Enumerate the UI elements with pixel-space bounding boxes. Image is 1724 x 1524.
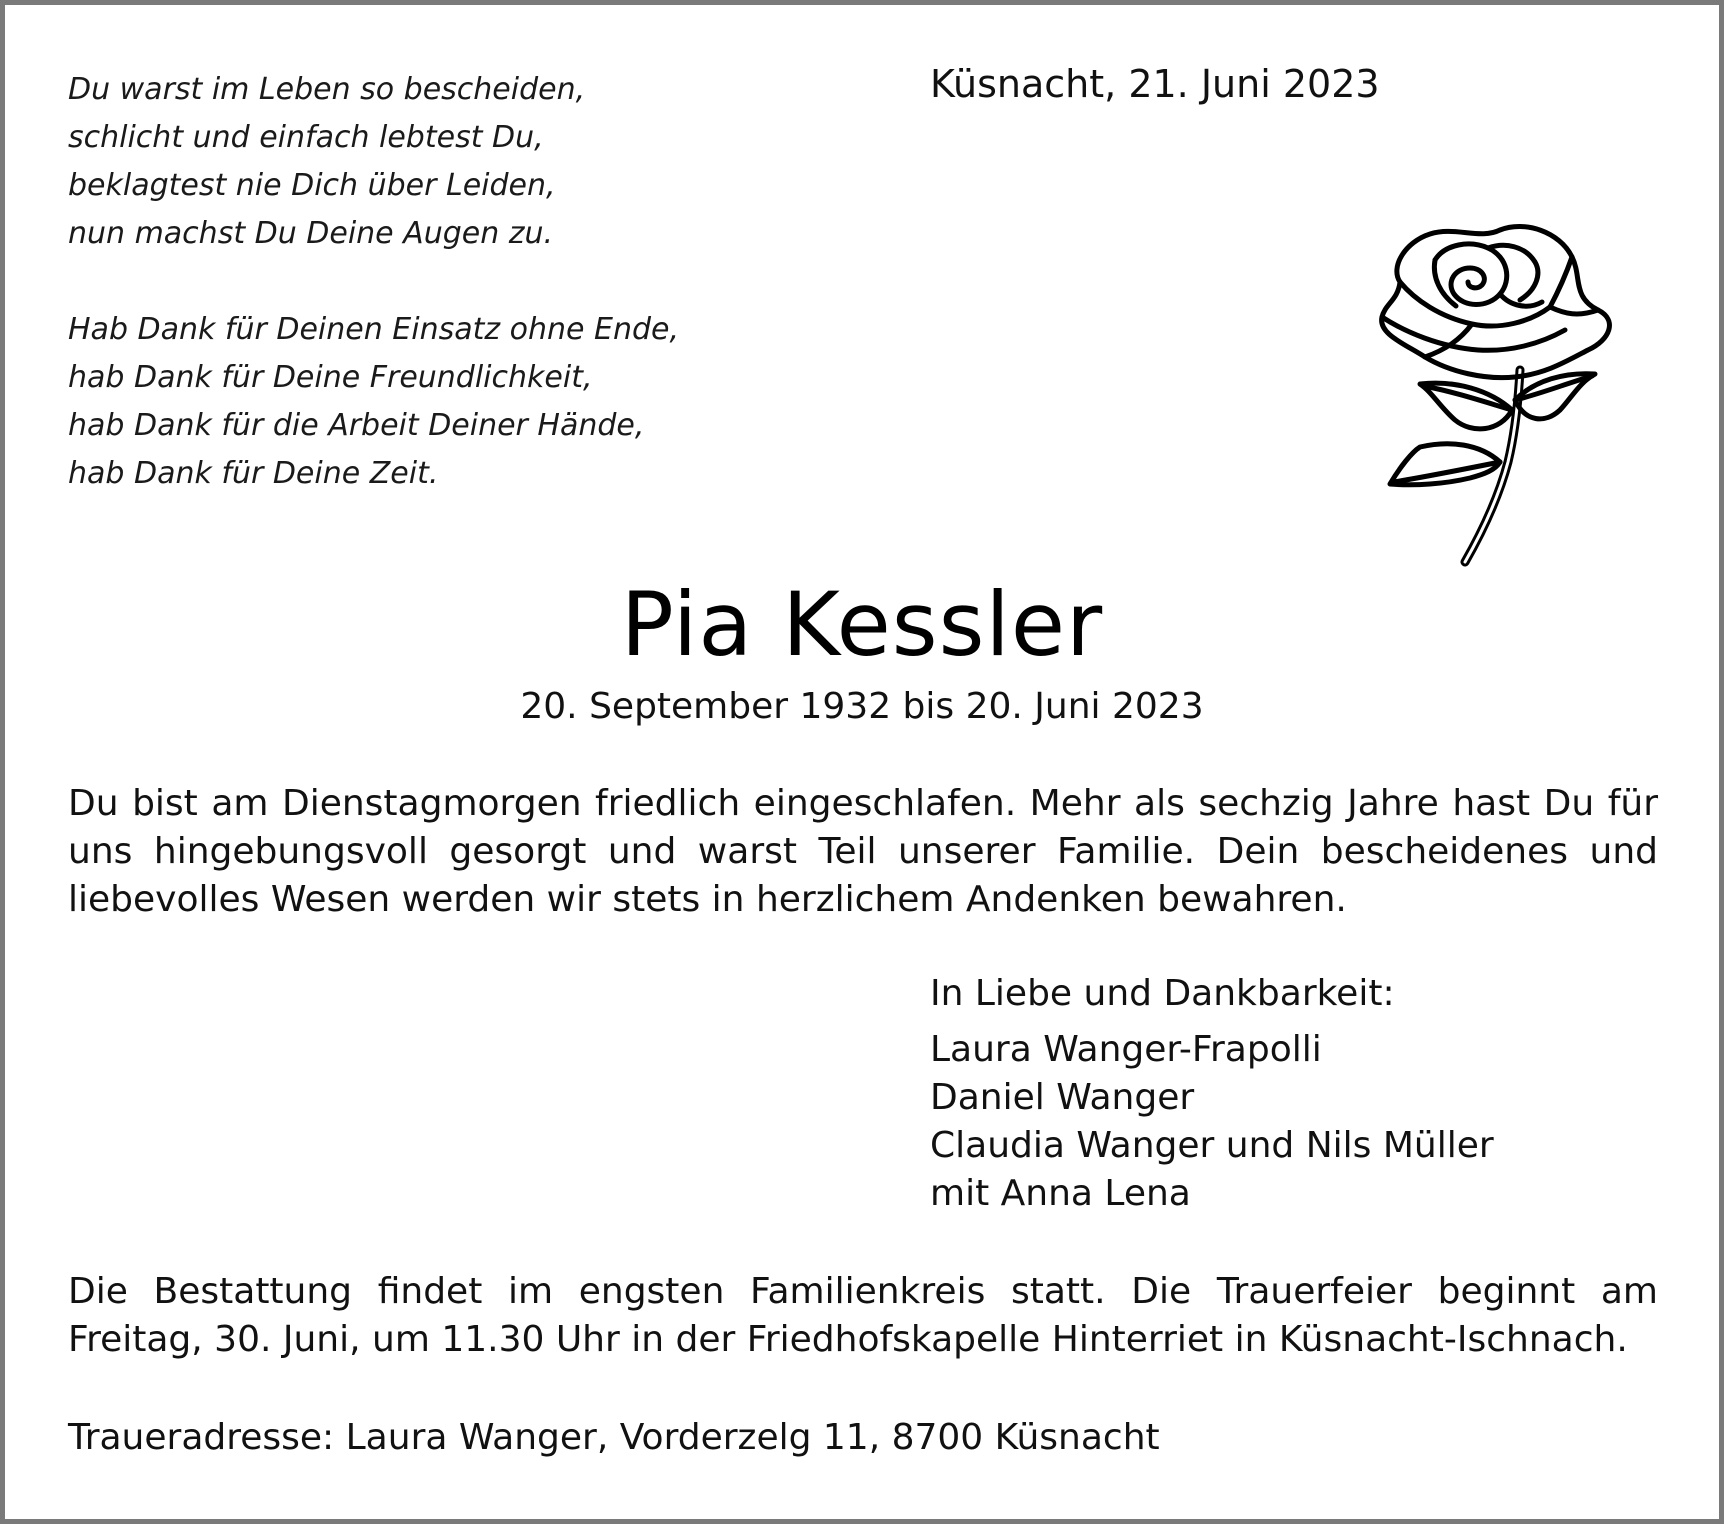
poem-line: hab Dank für Deine Freundlichkeit,	[68, 360, 593, 395]
family-member: Claudia Wanger und Nils Müller	[930, 1125, 1494, 1166]
signoff-intro: In Liebe und Dankbarkeit:	[930, 973, 1395, 1014]
poem-line: hab Dank für die Arbeit Deiner Hände,	[68, 408, 645, 443]
mourning-address: Traueradresse: Laura Wanger, Vorderzelg 11, 8700 Küsnacht	[68, 1417, 1160, 1458]
poem	[68, 66, 679, 546]
obituary-message: Du bist am Dienstagmorgen friedlich eingeschlafen. Mehr als sechzig Jahre hast Du für uns hingebungsvoll gesorgt und warst Teil unserer Familie. Dein bescheidenes und liebevolles Wesen werden wir stets in herzlichem Andenken bewahren.	[68, 783, 1658, 920]
poem-line: Du warst im Leben so bescheiden,	[68, 72, 586, 107]
signoff	[930, 970, 1494, 1218]
poem-line: nun machst Du Deine Augen zu.	[68, 216, 554, 251]
family-member: Laura Wanger-Frapolli	[930, 1029, 1322, 1070]
life-dates: 20. September 1932 bis 20. Juni 2023	[520, 686, 1204, 727]
poem-line: schlicht und einfach lebtest Du,	[68, 120, 544, 155]
poem-stanza-1	[68, 66, 679, 258]
family-member: mit Anna Lena	[930, 1173, 1191, 1214]
poem-stanza-2	[68, 306, 679, 498]
funeral-info: Die Bestattung findet im engsten Familienkreis statt. Die Trauerfeier beginnt am Freitag, 30. Juni, um 11.30 Uhr in der Friedhofskapelle Hinterriet in Küsnacht-Ischnach.	[68, 1271, 1658, 1360]
poem-line: Hab Dank für Deinen Einsatz ohne Ende,	[68, 312, 680, 347]
poem-line: hab Dank für Deine Zeit.	[68, 456, 439, 491]
family-member: Daniel Wanger	[930, 1077, 1195, 1118]
poem-line: beklagtest nie Dich über Leiden,	[68, 168, 556, 203]
rose-icon	[1360, 222, 1630, 572]
deceased-name: Pia Kessler	[620, 573, 1104, 676]
place-date: Küsnacht, 21. Juni 2023	[930, 62, 1380, 106]
